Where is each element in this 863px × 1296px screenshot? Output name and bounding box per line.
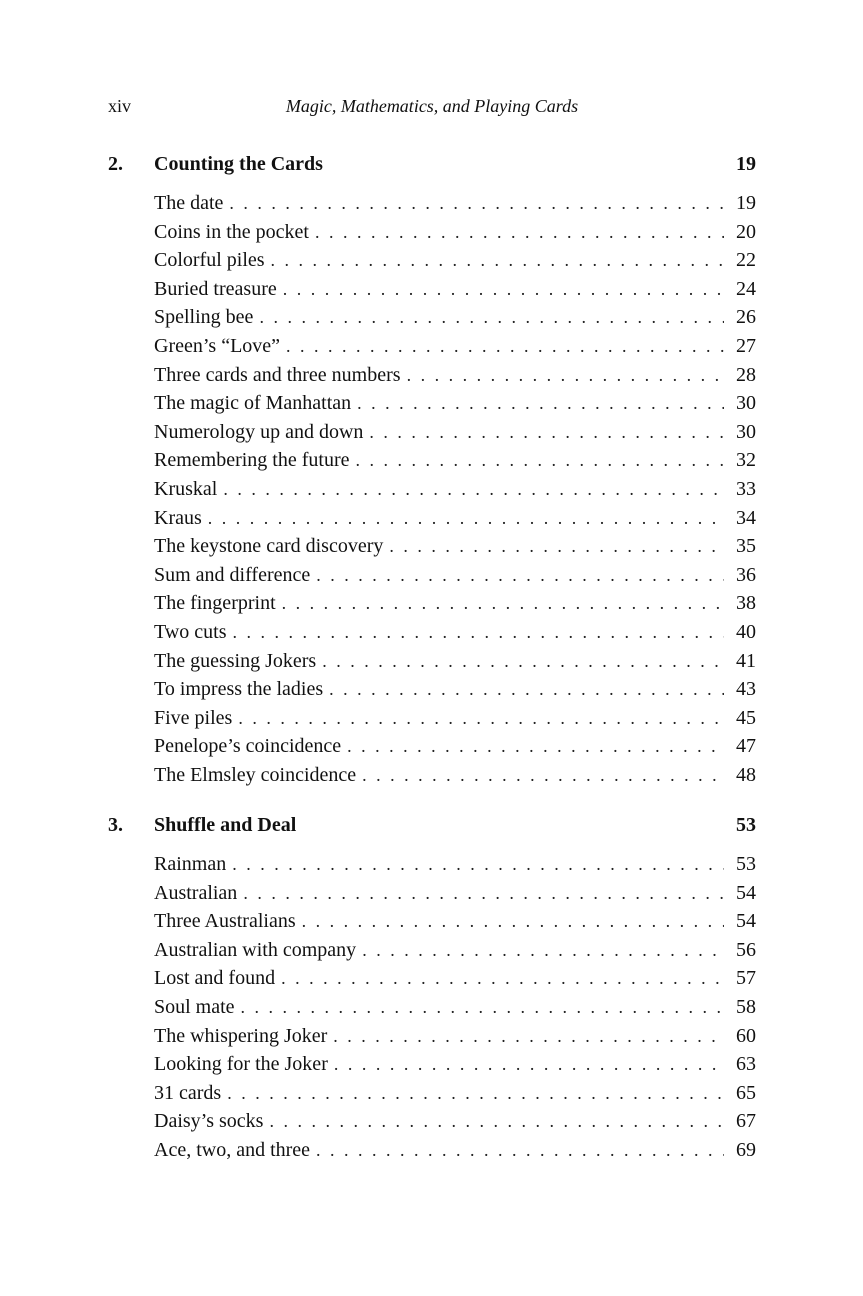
entry-page: 28 [736,363,756,386]
entry-title: Spelling bee [154,303,259,332]
dot-leader [232,618,724,647]
toc-entry[interactable] [154,303,756,332]
dot-leader [389,532,724,561]
entry-page: 56 [736,938,756,961]
entry-title: Kraus [154,504,208,533]
entry-title: Australian [154,879,243,908]
toc-entry[interactable] [154,418,756,447]
dot-leader [329,675,724,704]
toc-entry[interactable] [154,618,756,647]
entry-title: Two cuts [154,618,232,647]
entry-title: Buried treasure [154,275,283,304]
entry-title: Sum and difference [154,561,316,590]
dot-leader [315,218,724,247]
entry-page: 26 [736,306,756,329]
entry-page: 34 [736,506,756,529]
entry-page: 57 [736,967,756,990]
entry-page: 65 [736,1081,756,1104]
entry-page: 30 [736,420,756,443]
entry-page: 69 [736,1138,756,1161]
toc-entry[interactable] [154,850,756,879]
toc-entry[interactable] [154,332,756,361]
entry-title: The whispering Joker [154,1022,333,1051]
entry-page: 63 [736,1053,756,1076]
dot-leader [283,275,724,304]
dot-leader [282,589,724,618]
dot-leader [316,1136,724,1165]
entry-title: 31 cards [154,1079,227,1108]
entry-page: 43 [736,678,756,701]
dot-leader [369,418,724,447]
entry-page: 48 [736,763,756,786]
entry-title: The Elmsley coincidence [154,761,362,790]
entry-title: Australian with company [154,936,362,965]
entry-title: Green’s “Love” [154,332,286,361]
entry-title: The keystone card discovery [154,532,389,561]
toc-entry[interactable] [154,218,756,247]
dot-leader [238,704,724,733]
toc-entry[interactable] [154,993,756,1022]
chapter-title: Shuffle and Deal [154,814,297,836]
entry-page: 54 [736,910,756,933]
toc-entry[interactable] [154,1079,756,1108]
entry-page: 40 [736,620,756,643]
entry-page: 33 [736,477,756,500]
dot-leader [316,561,724,590]
entry-title: The fingerprint [154,589,282,618]
dot-leader [334,1050,724,1079]
entry-title: Kruskal [154,475,223,504]
dot-leader [232,850,724,879]
entry-list [154,189,756,789]
page-header [108,96,756,120]
entry-title: The guessing Jokers [154,647,322,676]
dot-leader [229,189,724,218]
toc-entry[interactable] [154,1050,756,1079]
toc-entry[interactable] [154,732,756,761]
toc-entry[interactable] [154,704,756,733]
dot-leader [223,475,724,504]
dot-leader [227,1079,724,1108]
entry-page: 20 [736,220,756,243]
entry-page: 60 [736,1024,756,1047]
entry-title: To impress the ladies [154,675,329,704]
dot-leader [362,761,724,790]
entry-page: 67 [736,1110,756,1133]
entry-title: Soul mate [154,993,241,1022]
chapter-2 [108,153,756,789]
entry-page: 45 [736,706,756,729]
entry-title: Penelope’s coincidence [154,732,347,761]
entry-page: 32 [736,449,756,472]
entry-page: 36 [736,563,756,586]
toc-entry[interactable] [154,389,756,418]
dot-leader [333,1022,724,1051]
entry-page: 35 [736,535,756,558]
chapter-number: 3. [108,814,123,836]
entry-title: The magic of Manhattan [154,389,357,418]
dot-leader [362,936,724,965]
entry-title: Coins in the pocket [154,218,315,247]
entry-title: Three Australians [154,907,302,936]
entry-page: 19 [736,192,756,214]
chapter-number: 2. [108,153,123,175]
dot-leader [357,389,724,418]
entry-page: 41 [736,649,756,672]
dot-leader [243,879,724,908]
entry-title: Colorful piles [154,246,271,275]
entry-page: 38 [736,592,756,615]
toc-entry[interactable] [154,907,756,936]
entry-page: 24 [736,277,756,300]
entry-page: 47 [736,735,756,758]
toc-entry[interactable] [154,275,756,304]
dot-leader [281,964,724,993]
entry-page: 54 [736,881,756,904]
dot-leader [347,732,724,761]
entry-title: Numerology up and down [154,418,369,447]
dot-leader [271,246,724,275]
entry-page: 53 [736,853,756,875]
toc-entry[interactable] [154,446,756,475]
entry-page: 30 [736,392,756,415]
entry-list [154,850,756,1165]
dot-leader [241,993,724,1022]
entry-title: Three cards and three numbers [154,361,407,390]
toc-entry[interactable] [154,879,756,908]
toc-entry[interactable] [154,1022,756,1051]
page-number: xiv [108,96,132,116]
toc-entry[interactable] [154,561,756,590]
toc-entry[interactable] [154,246,756,275]
dot-leader [208,504,724,533]
dot-leader [302,907,724,936]
chapter-heading[interactable] [108,153,756,181]
entry-title: Remembering the future [154,446,356,475]
chapter-3 [108,814,756,1165]
toc-entry[interactable] [154,532,756,561]
dot-leader [286,332,724,361]
entry-page: 27 [736,334,756,357]
entry-title: Daisy’s socks [154,1107,269,1136]
entry-title: The date [154,189,229,218]
dot-leader [407,361,724,390]
toc-entry[interactable] [154,475,756,504]
chapter-page: 53 [736,814,756,836]
toc-entry[interactable] [154,589,756,618]
toc-entry[interactable] [154,936,756,965]
toc-entry[interactable] [154,361,756,390]
toc-entry[interactable] [154,761,756,790]
entry-page: 58 [736,995,756,1018]
chapter-heading[interactable] [108,814,756,842]
toc-entry[interactable] [154,647,756,676]
entry-page: 22 [736,249,756,272]
dot-leader [322,647,724,676]
entry-title: Ace, two, and three [154,1136,316,1165]
running-title: Magic, Mathematics, and Playing Cards [285,96,579,116]
dot-leader [269,1107,724,1136]
entry-title: Rainman [154,850,232,879]
chapter-page: 19 [736,153,756,175]
dot-leader [356,446,725,475]
toc-entry[interactable] [154,964,756,993]
dot-leader [259,303,724,332]
entry-title: Looking for the Joker [154,1050,334,1079]
entry-title: Lost and found [154,964,281,993]
toc-entry[interactable] [154,504,756,533]
entry-title: Five piles [154,704,238,733]
toc-entry[interactable] [154,1107,756,1136]
toc-entry[interactable] [154,189,756,218]
chapter-title: Counting the Cards [154,153,323,175]
toc-entry[interactable] [154,1136,756,1165]
toc-entry[interactable] [154,675,756,704]
